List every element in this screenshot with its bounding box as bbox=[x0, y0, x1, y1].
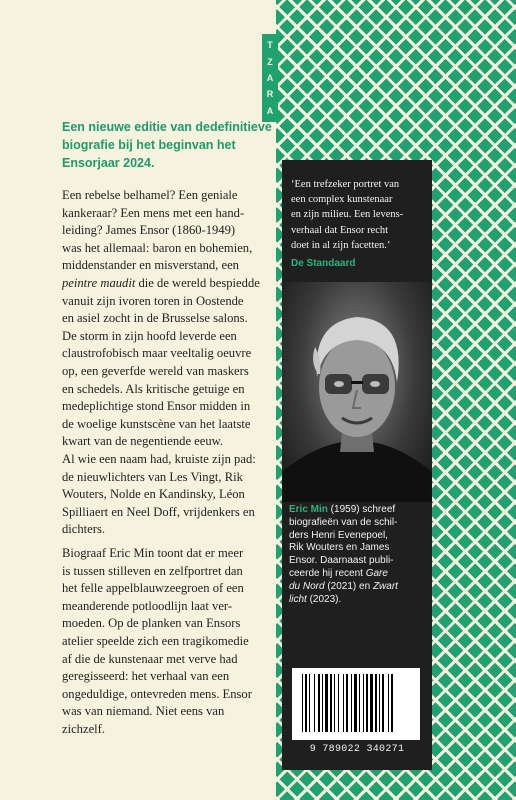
publisher-letter: A bbox=[266, 72, 274, 83]
barcode-bar bbox=[354, 674, 357, 732]
publisher-logo-tzara bbox=[262, 34, 278, 122]
barcode-bar bbox=[302, 674, 303, 732]
isbn-number: 9 789022 340271 bbox=[309, 744, 405, 755]
body-line: peintre maudit die de wereld bespiedde bbox=[62, 275, 260, 290]
bio-line: Eric Min (1959) schreef bbox=[289, 504, 396, 515]
publisher-letter: A bbox=[266, 105, 274, 116]
author-portrait-illustration bbox=[282, 282, 432, 502]
body-line: Al wie een naam had, kruiste zijn pad: bbox=[62, 451, 256, 466]
body-line: Wouters, Nolde en Kandinsky, Léon bbox=[62, 487, 245, 502]
barcode-bar bbox=[391, 674, 393, 732]
body-line: was van niemand. Niet eens van bbox=[62, 704, 225, 719]
body-line: en asiel zocht in de Brusselse salons. bbox=[62, 311, 248, 326]
description-paragraph-2 bbox=[62, 545, 272, 739]
body-line: atelier speelde zich een tragikomedie bbox=[62, 633, 249, 648]
barcode-bar bbox=[330, 674, 332, 732]
intro-line: van het Ensorjaar 2024. bbox=[62, 138, 236, 170]
publisher-letter: R bbox=[266, 89, 274, 100]
body-line: af die de kunstenaar met verve had bbox=[62, 651, 238, 666]
author-photo bbox=[282, 282, 432, 502]
isbn-barcode bbox=[292, 668, 420, 740]
bio-line: Rik Wouters en James bbox=[289, 542, 390, 554]
barcode-bar bbox=[366, 674, 368, 732]
bio-line: ders Henri Evenepoel, bbox=[289, 529, 388, 541]
intro-line: Een nieuwe editie van de bbox=[62, 120, 210, 134]
barcode-bar bbox=[388, 674, 389, 732]
body-line: zichzelf. bbox=[62, 721, 105, 736]
bio-line: Ensor. Daarnaast publi- bbox=[289, 555, 394, 567]
barcode-bar bbox=[379, 674, 380, 732]
barcode-bar bbox=[363, 674, 364, 732]
italic-phrase: peintre maudit bbox=[62, 275, 136, 290]
barcode-bar bbox=[370, 674, 373, 732]
barcode-bar bbox=[322, 674, 323, 732]
author-name: Eric Min bbox=[289, 504, 328, 515]
body-line: leiding? James Ensor (1860-1949) bbox=[62, 223, 236, 238]
quote-line: doet in al zijn facetten.’ bbox=[291, 239, 391, 251]
body-line: kankeraar? Een mens met een hand- bbox=[62, 205, 245, 220]
barcode-bar bbox=[314, 674, 315, 732]
body-line: kwart van de negentiende eeuw. bbox=[62, 434, 224, 449]
body-line: het felle appelblauwzeegroen of een bbox=[62, 581, 244, 596]
body-line: op, een geverfde wereld van maskers bbox=[62, 363, 249, 378]
body-line: medeplichtige stond Ensor midden in bbox=[62, 399, 251, 414]
book-title: du Nord bbox=[289, 580, 325, 592]
bio-line: du Nord (2021) en Zwart bbox=[289, 580, 398, 592]
body-line: dichters. bbox=[62, 522, 106, 537]
body-line: De storm in zijn hoofd leverde een bbox=[62, 328, 237, 343]
book-title: Zwart bbox=[372, 580, 398, 592]
body-line: Biograaf Eric Min toont dat er meer bbox=[62, 546, 244, 560]
barcode-bar bbox=[334, 674, 335, 732]
bio-line: biografieën van de schil- bbox=[289, 516, 398, 528]
body-line: geregisseerd: het verhaal van een bbox=[62, 669, 230, 684]
body-line: ongeduldige, ontevreden mens. Ensor bbox=[62, 686, 252, 701]
quote-line: ‘Een trefzeker portret van bbox=[291, 179, 400, 190]
body-line: middenstander en misverstand, een bbox=[62, 258, 239, 273]
barcode-bar bbox=[382, 674, 384, 732]
body-line: is tussen stilleven en zelfportret dan bbox=[62, 563, 243, 578]
publisher-letter: T bbox=[267, 40, 273, 51]
bio-line: licht (2023). bbox=[289, 593, 342, 605]
quote-line: en zijn milieu. Een levens- bbox=[291, 209, 404, 221]
barcode-bar bbox=[351, 674, 352, 732]
barcode-bar bbox=[318, 674, 320, 732]
barcode-bar bbox=[346, 674, 348, 732]
barcode-bar bbox=[325, 674, 328, 732]
press-quote bbox=[291, 177, 427, 253]
barcode-bar bbox=[359, 674, 360, 732]
barcode-bars bbox=[302, 674, 410, 732]
author-bio bbox=[289, 504, 427, 606]
book-title: Gare bbox=[365, 567, 388, 579]
barcode-bar bbox=[338, 674, 339, 732]
barcode-bar bbox=[375, 674, 377, 732]
body-line: Een rebelse belhamel? Een geniale bbox=[62, 188, 238, 202]
body-line: vanuit zijn ivoren toren in Oostende bbox=[62, 293, 244, 308]
quote-source: De Standaard bbox=[291, 258, 356, 269]
intro-line: definitieve biografie bij het begin bbox=[62, 120, 272, 152]
publisher-letter: Z bbox=[267, 56, 273, 67]
barcode-bar bbox=[305, 674, 307, 732]
body-line: en schedels. Als kritische getuige en bbox=[62, 381, 245, 396]
bio-line: ceerde hij recent Gare bbox=[289, 567, 388, 579]
book-title: licht bbox=[289, 593, 307, 605]
quote-line: een complex kunstenaar bbox=[291, 194, 393, 206]
intro-blurb bbox=[62, 118, 272, 172]
barcode-bar bbox=[343, 674, 344, 732]
body-line: claustrofobisch maar veeltalig oeuvre bbox=[62, 346, 252, 361]
body-line: meanderende potloodlijn laat ver- bbox=[62, 598, 233, 613]
barcode-bar bbox=[309, 674, 310, 732]
body-line: Spilliaert en Neel Doff, vrijdenkers en bbox=[62, 504, 255, 519]
description-paragraph-1 bbox=[62, 187, 272, 539]
body-line: was het allemaal: baron en bohemien, bbox=[62, 240, 253, 255]
quote-line: verhaal dat Ensor recht bbox=[291, 224, 389, 236]
body-line: moeden. Op de planken van Ensors bbox=[62, 616, 241, 631]
body-line: de nieuwlichters van Les Vingt, Rik bbox=[62, 469, 243, 484]
body-line: de woelige kunstscène van het laatste bbox=[62, 416, 251, 431]
